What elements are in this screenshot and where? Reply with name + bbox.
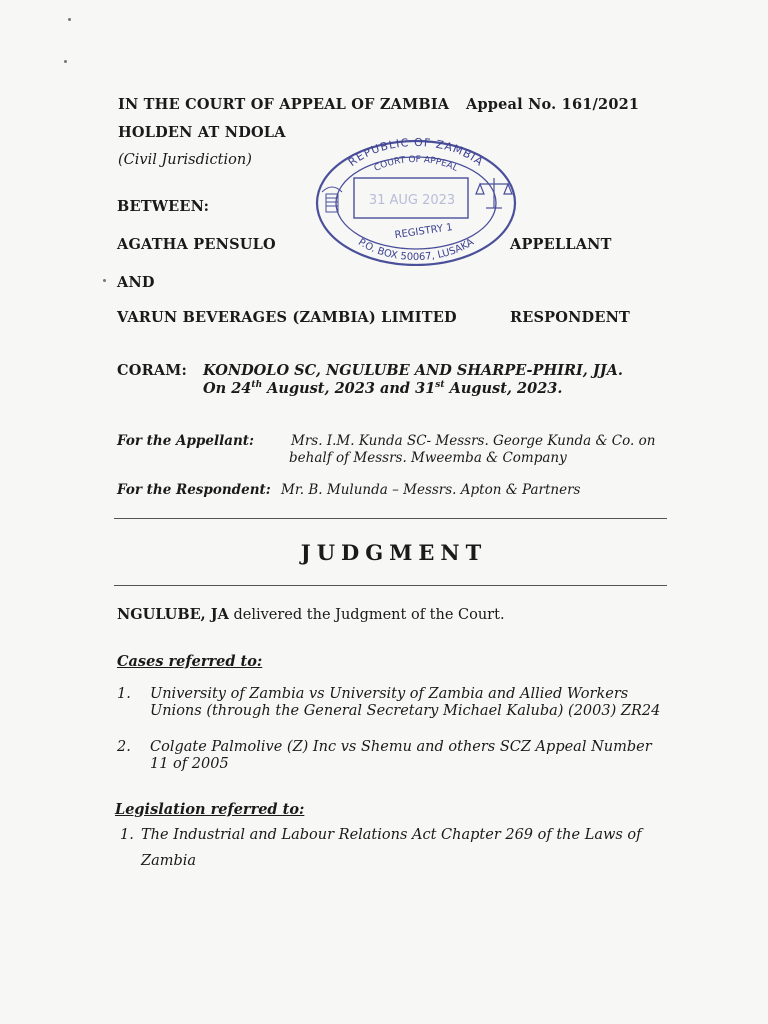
legislation-1-text: The Industrial and Labour Relations Act Chapter 269 of the Laws of — [141, 827, 642, 843]
court-name: IN THE COURT OF APPEAL OF ZAMBIA — [118, 96, 450, 113]
divider-bottom — [114, 585, 667, 586]
appellant-name: AGATHA PENSULO — [117, 236, 276, 253]
appellant-counsel-label: For the Appellant: — [117, 433, 254, 449]
cases-heading: Cases referred to: — [117, 653, 263, 670]
holden-at: HOLDEN AT NDOLA — [118, 124, 286, 141]
case-2-number: 2. — [117, 739, 131, 755]
stamp-address: P.O. BOX 50067, LUSAKA — [356, 236, 476, 264]
appellant-counsel-line2: behalf of Messrs. Mweemba & Company — [289, 450, 567, 466]
respondent-counsel-text: Mr. B. Mulunda – Messrs. Apton & Partners — [281, 482, 581, 498]
svg-text:COURT OF APPEAL — [373, 155, 460, 174]
scan-speck — [64, 60, 67, 63]
and-label: AND — [117, 274, 155, 291]
stamp-top-text: REPUBLIC OF ZAMBIA — [345, 136, 487, 170]
respondent-name: VARUN BEVERAGES (ZAMBIA) LIMITED — [117, 309, 457, 326]
stamp-date: 31 AUG 2023 — [368, 193, 456, 208]
appellant-counsel-line1: Mrs. I.M. Kunda SC- Messrs. George Kunda & Co. on — [291, 433, 656, 449]
coram-judges: KONDOLO SC, NGULUBE AND SHARPE-PHIRI, JJA. — [203, 362, 623, 379]
coram-label: CORAM: — [117, 362, 188, 379]
case-1-text: University of Zambia vs University of Zambia and Allied Workers Unions (through the General Secretary Michael Kaluba) (2003) ZR24 — [150, 686, 661, 719]
scan-speck — [103, 279, 106, 282]
court-registry-stamp — [314, 136, 518, 266]
legislation-1-number: 1. — [120, 827, 134, 843]
stamp-registry: REGISTRY 1 — [393, 222, 454, 242]
respondent-counsel-label: For the Respondent: — [117, 482, 271, 498]
judgment-title: JUDGMENT — [300, 540, 488, 565]
stamp-inner-text: COURT OF APPEAL — [372, 154, 460, 174]
scan-speck — [68, 18, 71, 21]
delivery-line: NGULUBE, JA delivered the Judgment of the Court. — [117, 606, 505, 623]
between-label: BETWEEN: — [117, 198, 210, 215]
respondent-role: RESPONDENT — [510, 309, 631, 326]
coram-dates: On 24th August, 2023 and 31st August, 2023. — [203, 380, 563, 397]
case-1-number: 1. — [117, 686, 131, 702]
scales-of-justice-icon — [476, 178, 512, 208]
appellant-role: APPELLANT — [510, 236, 612, 253]
legislation-heading: Legislation referred to: — [115, 801, 305, 818]
legislation-1-text-cont: Zambia — [141, 853, 197, 869]
divider-top — [114, 518, 667, 519]
jurisdiction: (Civil Jurisdiction) — [118, 152, 252, 168]
case-2-text: Colgate Palmolive (Z) Inc vs Shemu and others SCZ Appeal Number 11 of 2005 — [150, 739, 652, 772]
appeal-number: Appeal No. 161/2021 — [466, 96, 640, 113]
